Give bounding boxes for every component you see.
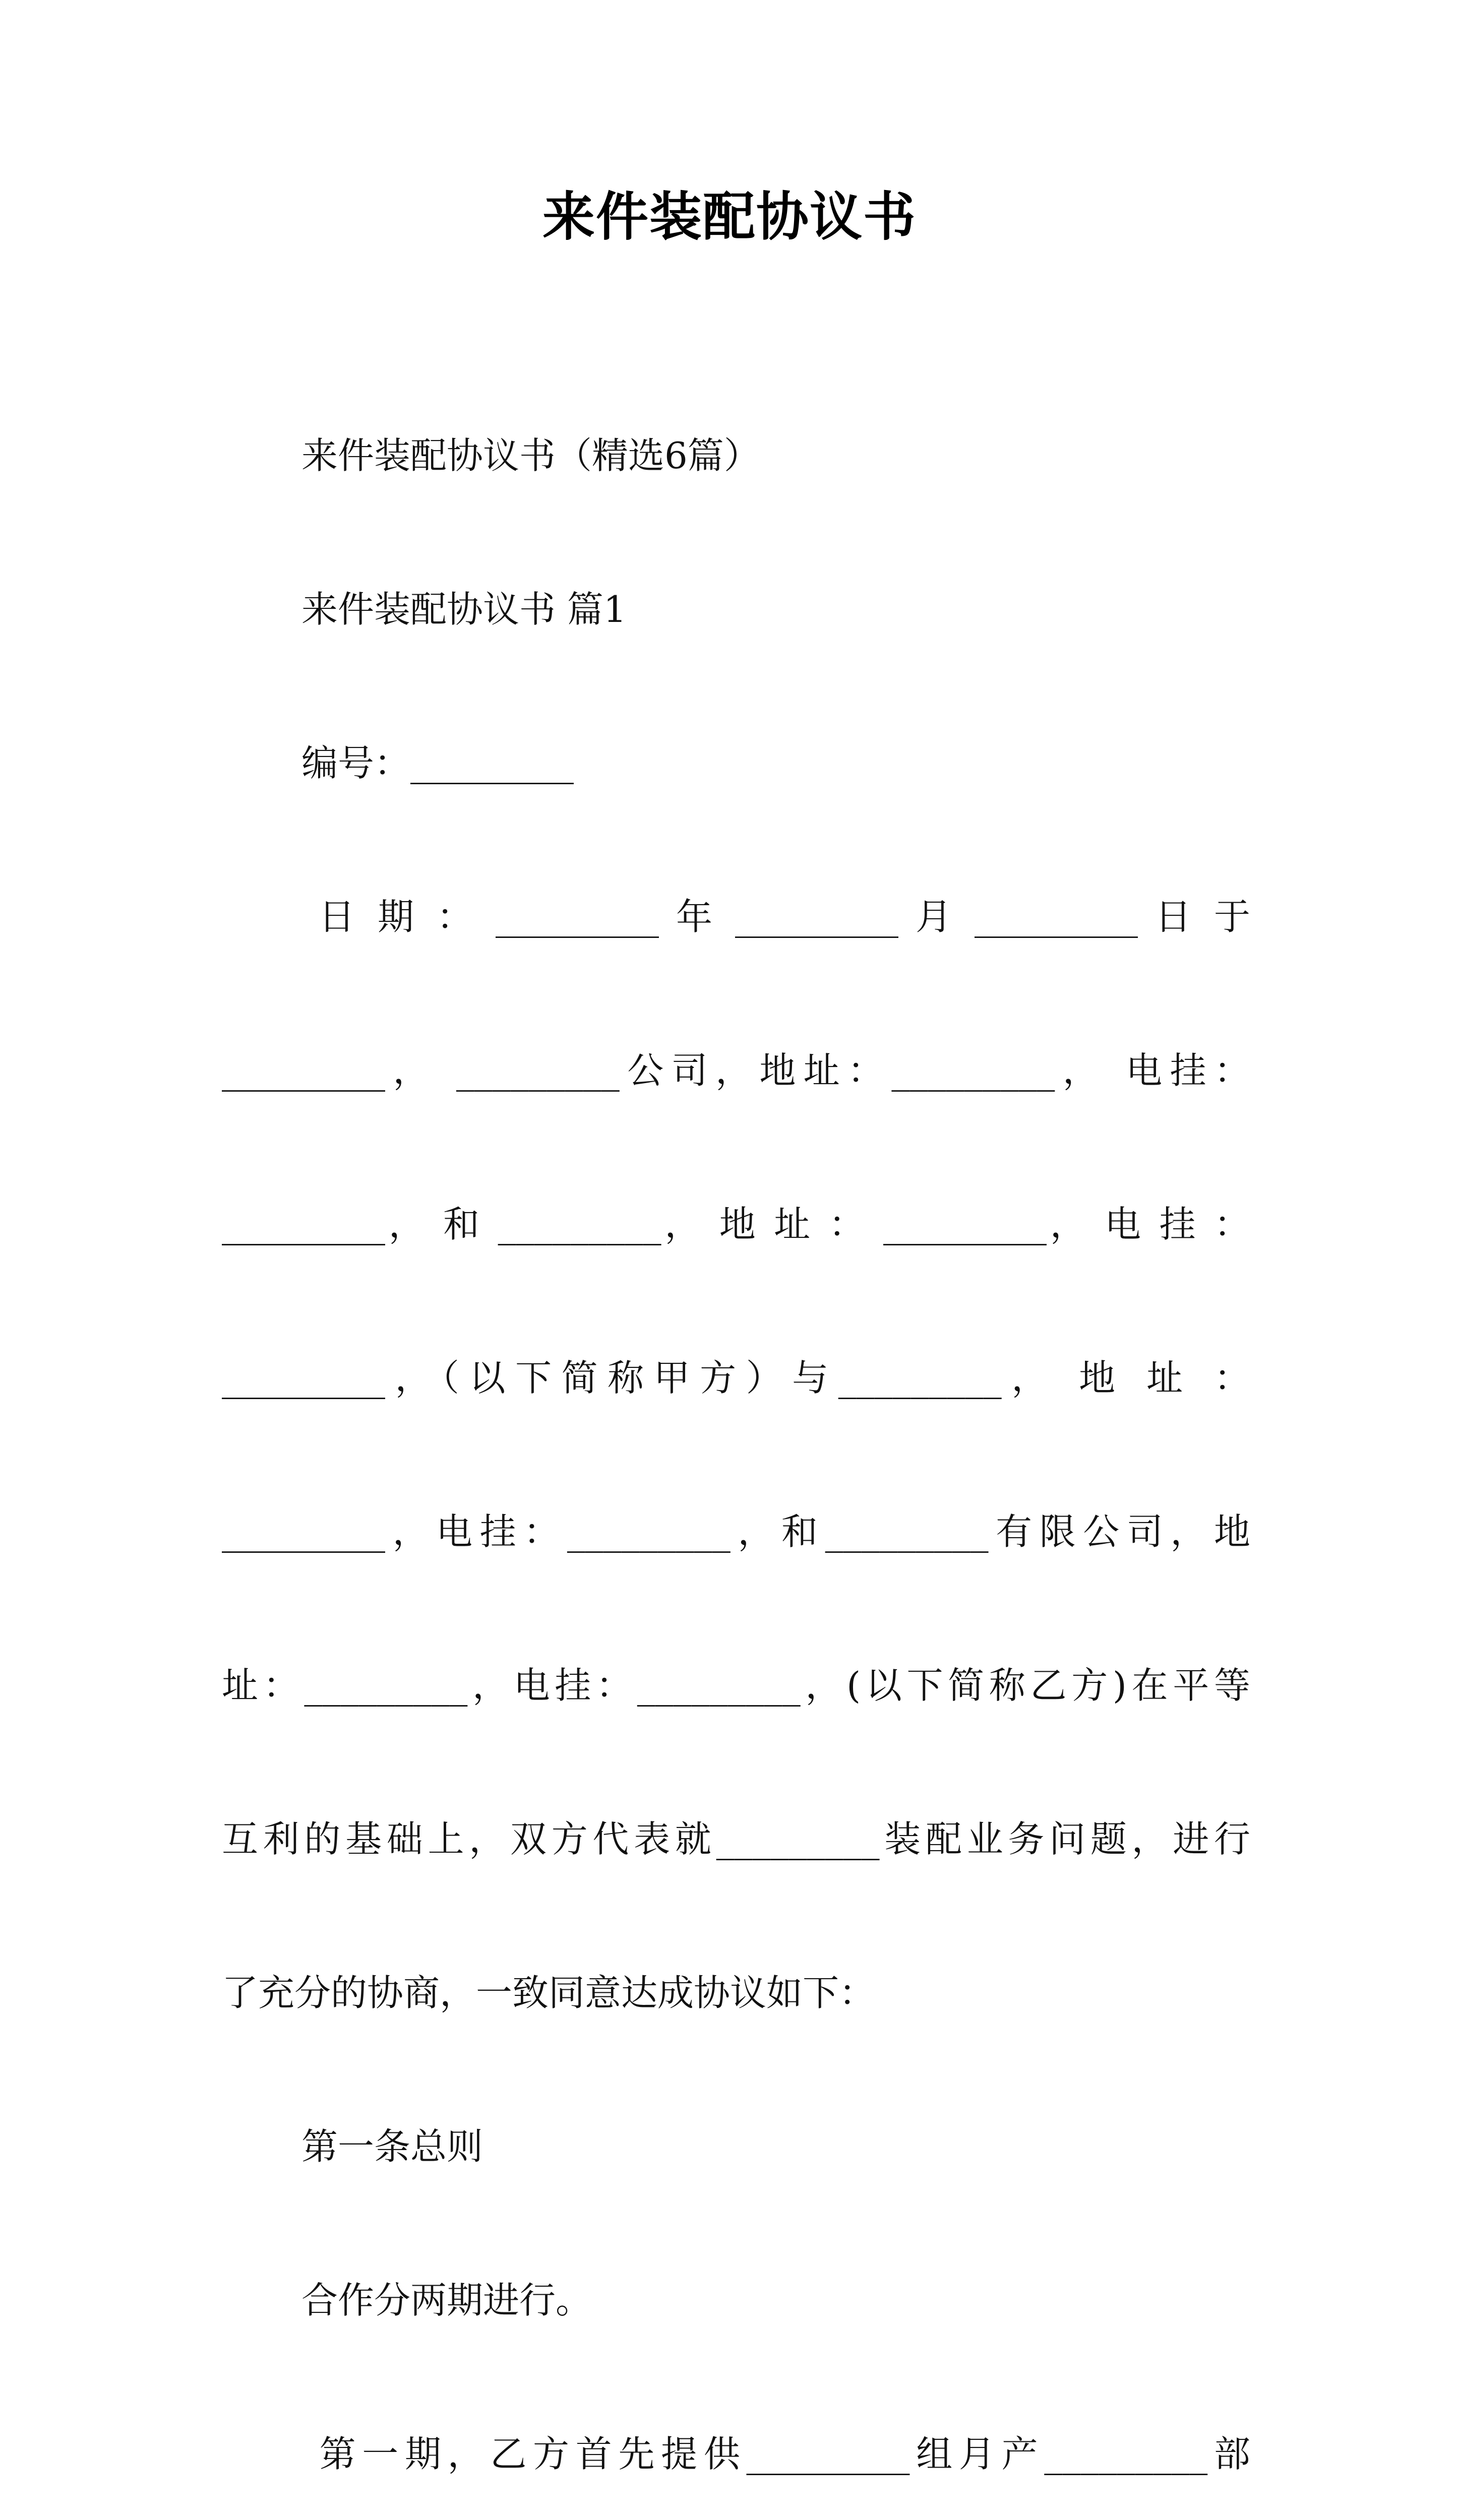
- doc-number-line: 编号：_________: [301, 742, 574, 784]
- paragraph-line: 日 期 ： _________ 年 _________ 月 _________ 日 于: [301, 896, 1250, 938]
- paragraph-line: 了充分的协商，一致同意达成协议如下：: [222, 1972, 876, 2014]
- paragraph-line: _________， 和 _________， 地 址 ： _________， 电 挂 ：: [222, 1203, 1250, 1245]
- paragraph-line: _________，（以下简称甲方）与_________， 地 址 ：: [222, 1357, 1250, 1399]
- paragraph-line: 第一期，乙方首先提供_________组月产_________部: [301, 2433, 1250, 2475]
- paragraph-line: 互利的基础上，双方代表就_________装配业务问题，进行: [222, 1818, 1250, 1860]
- paragraph-line: 合作分两期进行。: [301, 2279, 592, 2321]
- section-heading: 来件装配协议书 篇1: [301, 588, 627, 631]
- article-heading: 第一条总则: [301, 2125, 483, 2168]
- document-title: 来件装配协议书: [542, 185, 917, 247]
- paragraph-line: 址：_________，电挂：_________，(以下简称乙方)在平等: [222, 1664, 1250, 1707]
- paragraph-line: _________， _________公司，地址：_________， 电挂：: [222, 1049, 1250, 1092]
- document-body: [222, 337, 1250, 2520]
- paragraph-line: _________，电挂：_________，和_________有限公司，地: [222, 1510, 1250, 1553]
- subtitle-line: 来件装配协议书（精选6篇）: [301, 434, 760, 477]
